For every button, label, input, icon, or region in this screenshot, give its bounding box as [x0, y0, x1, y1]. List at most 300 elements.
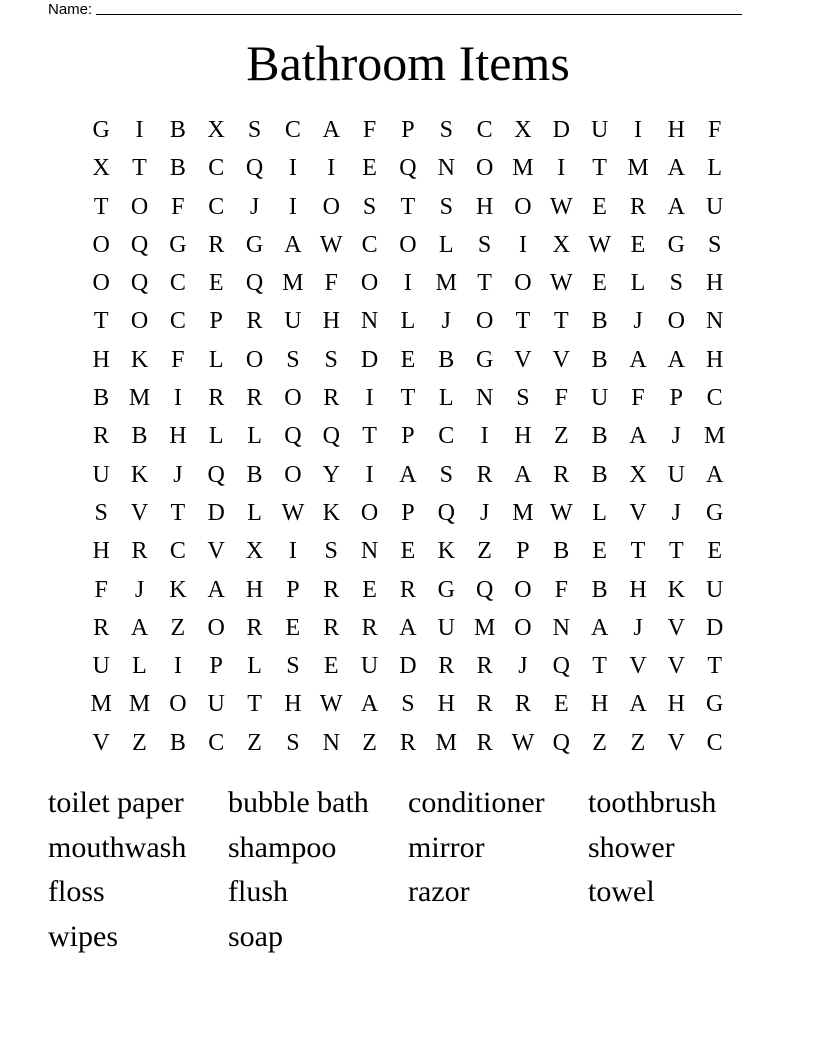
grid-letter: O	[169, 691, 187, 718]
grid-letter: A	[667, 155, 685, 182]
grid-letter: K	[130, 461, 149, 488]
grid-letter: M	[473, 614, 496, 641]
grid-letter: F	[554, 385, 568, 412]
grid-letter: E	[592, 538, 607, 565]
grid-letter: E	[630, 231, 646, 258]
grid-letter: A	[130, 614, 149, 641]
grid-letter: O	[514, 576, 532, 603]
grid-letter: T	[553, 308, 569, 335]
grid-letter: K	[667, 576, 685, 603]
grid-letter: E	[707, 538, 722, 565]
grid-letter: Q	[475, 576, 494, 603]
grid-letter: J	[633, 614, 643, 641]
grid-letter: J	[671, 423, 681, 450]
grid-letter: S	[324, 346, 338, 373]
grid-letter: R	[208, 385, 225, 412]
grid-letter: A	[667, 346, 685, 373]
grid-letter: F	[707, 117, 722, 143]
grid-letter: G	[706, 499, 724, 526]
grid-letter: B	[591, 308, 608, 335]
word-list-item: mirror	[408, 830, 485, 864]
grid-letter: Q	[552, 653, 570, 680]
grid-letter: W	[281, 499, 305, 526]
grid-letter: W	[549, 270, 573, 297]
grid-letter: A	[629, 346, 647, 373]
grid-letter: B	[591, 576, 608, 603]
grid-letter: K	[169, 576, 187, 603]
grid-letter: R	[476, 653, 493, 680]
grid-letter: Q	[322, 423, 340, 450]
grid-letter: A	[322, 117, 340, 143]
grid-letter: E	[323, 653, 339, 680]
grid-letter: E	[400, 346, 416, 373]
grid-letter: N	[360, 538, 379, 565]
grid-letter: R	[323, 576, 340, 603]
grid-letter: S	[362, 193, 377, 220]
grid-letter: S	[439, 117, 453, 143]
grid-letter: D	[360, 346, 379, 373]
grid-letter: Z	[630, 729, 646, 756]
grid-letter: A	[590, 614, 609, 641]
grid-letter: I	[403, 270, 412, 297]
grid-letter: O	[475, 308, 494, 335]
grid-letter: N	[360, 308, 379, 335]
grid-letter: J	[671, 499, 681, 526]
grid-letter: G	[245, 231, 264, 258]
grid-letter: O	[92, 270, 110, 297]
grid-letter: J	[173, 461, 183, 488]
grid-letter: Q	[207, 461, 225, 488]
grid-letter: H	[245, 576, 264, 603]
word-list-item: conditioner	[408, 786, 545, 819]
grid-letter: C	[169, 308, 186, 335]
grid-letter: B	[591, 461, 608, 488]
grid-letter: H	[92, 538, 110, 565]
grid-letter: M	[128, 385, 151, 412]
grid-letter: S	[286, 653, 300, 680]
word-search-grid	[82, 111, 734, 762]
grid-letter: L	[707, 155, 722, 182]
grid-row	[82, 111, 734, 149]
grid-letter: H	[322, 308, 340, 335]
grid-letter: S	[707, 231, 722, 258]
grid-letter: L	[438, 385, 454, 412]
grid-letter: B	[591, 346, 608, 373]
grid-letter: U	[590, 385, 609, 412]
grid-letter: T	[592, 653, 607, 680]
grid-letter: Q	[130, 270, 149, 297]
grid-letter: H	[706, 270, 724, 297]
grid-letter: F	[554, 576, 568, 603]
grid-letter: U	[706, 193, 724, 220]
grid-letter: O	[360, 270, 379, 297]
grid-row	[82, 302, 734, 340]
grid-letter: J	[633, 308, 643, 335]
grid-letter: F	[631, 385, 645, 412]
grid-letter: S	[286, 729, 300, 756]
grid-letter: G	[706, 691, 724, 718]
grid-letter: S	[324, 538, 338, 565]
grid-letter: V	[629, 653, 647, 680]
grid-letter: R	[476, 691, 493, 718]
name-label: Name:	[48, 1, 93, 18]
grid-letter: E	[285, 614, 301, 641]
grid-letter: F	[324, 270, 338, 297]
grid-letter: D	[399, 653, 417, 680]
grid-letter: Q	[245, 270, 264, 297]
grid-letter: R	[476, 729, 493, 756]
grid-letter: X	[629, 461, 647, 488]
grid-letter: O	[130, 193, 149, 220]
word-list-item: wipes	[48, 920, 118, 954]
grid-letter: W	[319, 231, 343, 258]
grid-letter: X	[92, 155, 110, 182]
grid-letter: D	[207, 499, 225, 526]
grid-letter: U	[207, 691, 225, 718]
grid-letter: C	[208, 155, 225, 182]
grid-letter: T	[630, 538, 646, 565]
grid-letter: M	[704, 423, 726, 450]
grid-letter: R	[246, 308, 263, 335]
grid-letter: H	[169, 423, 187, 450]
word-list-item: floss	[48, 875, 105, 909]
grid-letter: N	[552, 614, 570, 641]
grid-letter: V	[667, 729, 685, 756]
grid-row	[82, 494, 734, 532]
grid-letter: H	[590, 691, 609, 718]
grid-row	[82, 609, 734, 647]
grid-letter: L	[630, 270, 646, 297]
page-title: Bathroom Items	[246, 35, 570, 91]
grid-letter: Z	[132, 729, 147, 756]
grid-letter: R	[476, 461, 493, 488]
grid-letter: N	[475, 385, 494, 412]
grid-letter: E	[592, 270, 607, 297]
grid-row	[82, 341, 734, 379]
word-list-item: bubble bath	[228, 786, 369, 819]
name-field	[48, 0, 742, 17]
grid-letter: E	[208, 270, 224, 297]
grid-letter: I	[518, 231, 527, 258]
grid-letter: V	[629, 499, 647, 526]
grid-letter: L	[247, 499, 262, 526]
grid-letter: C	[169, 538, 186, 565]
grid-letter: Z	[247, 729, 262, 756]
grid-letter: E	[553, 691, 569, 718]
grid-letter: S	[669, 270, 683, 297]
grid-letter: V	[514, 346, 532, 373]
grid-letter: X	[207, 117, 225, 143]
grid-letter: I	[173, 653, 182, 680]
word-list-item: toothbrush	[588, 786, 717, 819]
word-list-item: shampoo	[228, 830, 337, 864]
grid-letter: O	[399, 231, 417, 258]
grid-letter: M	[435, 729, 457, 756]
grid-letter: I	[633, 117, 642, 143]
word-list-item: towel	[588, 875, 655, 909]
grid-letter: O	[92, 231, 110, 258]
grid-letter: T	[93, 308, 109, 335]
grid-letter: U	[360, 653, 379, 680]
grid-letter: Z	[170, 614, 186, 641]
grid-letter: J	[518, 653, 528, 680]
grid-letter: Z	[553, 423, 569, 450]
grid-letter: K	[130, 346, 149, 373]
grid-letter: A	[284, 231, 302, 258]
grid-row	[82, 647, 734, 685]
grid-letter: L	[208, 346, 224, 373]
grid-letter: I	[365, 461, 374, 488]
grid-letter: I	[365, 385, 374, 412]
grid-letter: N	[437, 155, 455, 182]
grid-letter: T	[362, 423, 377, 450]
grid-letter: R	[553, 461, 570, 488]
grid-letter: D	[706, 614, 724, 641]
grid-letter: S	[477, 231, 492, 258]
grid-letter: G	[92, 117, 110, 143]
grid-letter: I	[557, 155, 566, 182]
grid-letter: I	[327, 155, 336, 182]
grid-letter: P	[516, 538, 530, 565]
grid-letter: D	[552, 117, 570, 143]
grid-letter: V	[207, 538, 225, 565]
grid-letter: K	[322, 499, 340, 526]
grid-letter: T	[515, 308, 531, 335]
grid-letter: O	[245, 346, 264, 373]
grid-letter: T	[707, 653, 722, 680]
grid-letter: A	[706, 461, 724, 488]
grid-letter: U	[590, 117, 609, 143]
grid-letter: Q	[552, 729, 570, 756]
grid-letter: H	[514, 423, 532, 450]
grid-row	[82, 226, 734, 264]
grid-letter: T	[400, 385, 416, 412]
grid-letter: H	[667, 691, 685, 718]
grid-letter: L	[132, 653, 147, 680]
grid-letter: U	[284, 308, 302, 335]
grid-letter: P	[401, 499, 415, 526]
grid-letter: N	[322, 729, 340, 756]
grid-letter: O	[130, 308, 149, 335]
grid-letter: T	[400, 193, 416, 220]
grid-letter: S	[439, 193, 453, 220]
grid-letter: U	[667, 461, 685, 488]
grid-letter: R	[361, 614, 378, 641]
grid-letter: I	[135, 117, 144, 143]
grid-letter: Q	[245, 155, 264, 182]
grid-letter: R	[93, 614, 110, 641]
grid-letter: O	[514, 270, 532, 297]
grid-letter: L	[247, 423, 262, 450]
grid-letter: C	[169, 270, 186, 297]
grid-letter: I	[288, 538, 297, 565]
grid-letter: T	[170, 499, 186, 526]
grid-letter: J	[441, 308, 451, 335]
grid-row	[82, 264, 734, 302]
grid-letter: F	[171, 193, 185, 220]
grid-letter: P	[401, 423, 415, 450]
grid-letter: R	[438, 653, 455, 680]
grid-letter: A	[399, 614, 417, 641]
grid-letter: G	[475, 346, 494, 373]
grid-letter: B	[169, 729, 186, 756]
grid-letter: M	[627, 155, 649, 182]
grid-letter: A	[360, 691, 379, 718]
grid-letter: R	[323, 614, 340, 641]
grid-letter: J	[479, 499, 490, 526]
grid-letter: E	[400, 538, 416, 565]
grid-letter: G	[667, 231, 685, 258]
grid-row	[82, 379, 734, 417]
grid-letter: P	[209, 308, 223, 335]
grid-letter: O	[207, 614, 225, 641]
grid-letter: J	[134, 576, 145, 603]
grid-row	[82, 571, 734, 609]
grid-letter: S	[286, 346, 300, 373]
grid-letter: A	[629, 691, 647, 718]
grid-letter: H	[629, 576, 647, 603]
grid-letter: B	[131, 423, 148, 450]
grid-letter: Q	[437, 499, 455, 526]
grid-letter: T	[592, 155, 607, 182]
grid-letter: M	[435, 270, 457, 297]
grid-letter: M	[512, 155, 534, 182]
grid-letter: L	[592, 499, 607, 526]
grid-row	[82, 532, 734, 570]
grid-letter: W	[511, 729, 535, 756]
grid-letter: W	[549, 499, 573, 526]
grid-letter: R	[93, 423, 110, 450]
grid-letter: U	[92, 653, 110, 680]
grid-letter: A	[667, 193, 685, 220]
grid-letter: O	[322, 193, 340, 220]
grid-letter: B	[169, 117, 186, 143]
word-list-item: razor	[408, 875, 470, 909]
grid-letter: B	[93, 385, 110, 412]
grid-letter: T	[132, 155, 147, 182]
grid-letter: Q	[130, 231, 149, 258]
grid-letter: M	[282, 270, 304, 297]
word-list-item: soap	[228, 920, 283, 954]
grid-letter: R	[629, 193, 646, 220]
grid-letter: S	[94, 499, 108, 526]
grid-letter: P	[401, 117, 415, 143]
grid-letter: B	[591, 423, 608, 450]
grid-letter: G	[169, 231, 187, 258]
grid-letter: R	[399, 576, 416, 603]
grid-letter: Z	[477, 538, 492, 565]
grid-letter: C	[438, 423, 455, 450]
grid-letter: I	[173, 385, 182, 412]
grid-letter: H	[92, 346, 110, 373]
grid-letter: E	[362, 155, 377, 182]
grid-letter: L	[247, 653, 262, 680]
grid-letter: R	[323, 385, 340, 412]
grid-letter: R	[246, 614, 263, 641]
grid-letter: V	[92, 729, 110, 756]
grid-letter: O	[475, 155, 494, 182]
word-list-item: shower	[588, 830, 675, 864]
grid-letter: I	[288, 155, 297, 182]
grid-letter: F	[171, 346, 185, 373]
grid-letter: A	[399, 461, 417, 488]
grid-letter: E	[362, 576, 377, 603]
word-list-item: toilet paper	[48, 786, 184, 819]
grid-letter: M	[512, 499, 534, 526]
word-list	[48, 781, 768, 960]
grid-letter: B	[553, 538, 570, 565]
grid-letter: V	[667, 653, 685, 680]
grid-letter: O	[667, 308, 685, 335]
grid-letter: Q	[399, 155, 417, 182]
grid-letter: X	[552, 231, 570, 258]
grid-letter: C	[476, 117, 493, 143]
grid-letter: C	[706, 729, 723, 756]
grid-letter: L	[400, 308, 416, 335]
grid-letter: R	[399, 729, 416, 756]
grid-letter: O	[284, 385, 302, 412]
grid-letter: Y	[322, 461, 340, 488]
grid-letter: P	[209, 653, 223, 680]
grid-row	[82, 188, 734, 226]
grid-letter: I	[480, 423, 489, 450]
grid-letter: S	[247, 117, 262, 143]
grid-letter: N	[706, 308, 724, 335]
grid-row	[82, 417, 734, 455]
grid-letter: U	[437, 614, 455, 641]
grid-letter: V	[130, 499, 149, 526]
grid-letter: C	[284, 117, 301, 143]
grid-letter: B	[438, 346, 455, 373]
grid-letter: R	[131, 538, 148, 565]
grid-letter: S	[439, 461, 453, 488]
grid-letter: Z	[592, 729, 607, 756]
grid-letter: H	[437, 691, 455, 718]
grid-letter: S	[401, 691, 415, 718]
grid-row	[82, 149, 734, 187]
grid-letter: I	[288, 193, 297, 220]
grid-letter: B	[246, 461, 263, 488]
grid-letter: J	[249, 193, 260, 220]
grid-letter: V	[667, 614, 685, 641]
grid-letter: C	[208, 729, 225, 756]
grid-letter: C	[706, 385, 723, 412]
word-list-item: flush	[228, 875, 288, 909]
grid-letter: R	[208, 231, 225, 258]
grid-letter: M	[128, 691, 151, 718]
grid-letter: W	[549, 193, 573, 220]
grid-letter: U	[92, 461, 110, 488]
grid-letter: F	[94, 576, 108, 603]
grid-letter: X	[245, 538, 264, 565]
grid-letter: H	[706, 346, 724, 373]
grid-letter: S	[516, 385, 530, 412]
grid-letter: A	[514, 461, 532, 488]
grid-letter: T	[668, 538, 684, 565]
grid-row	[82, 724, 734, 762]
grid-letter: A	[207, 576, 225, 603]
grid-letter: U	[706, 576, 724, 603]
grid-letter: M	[90, 691, 112, 718]
grid-letter: F	[362, 117, 377, 143]
grid-letter: W	[588, 231, 611, 258]
grid-letter: T	[93, 193, 109, 220]
grid-letter: L	[438, 231, 454, 258]
grid-letter: T	[477, 270, 492, 297]
grid-letter: O	[514, 614, 532, 641]
grid-letter: W	[319, 691, 343, 718]
grid-letter: O	[514, 193, 532, 220]
